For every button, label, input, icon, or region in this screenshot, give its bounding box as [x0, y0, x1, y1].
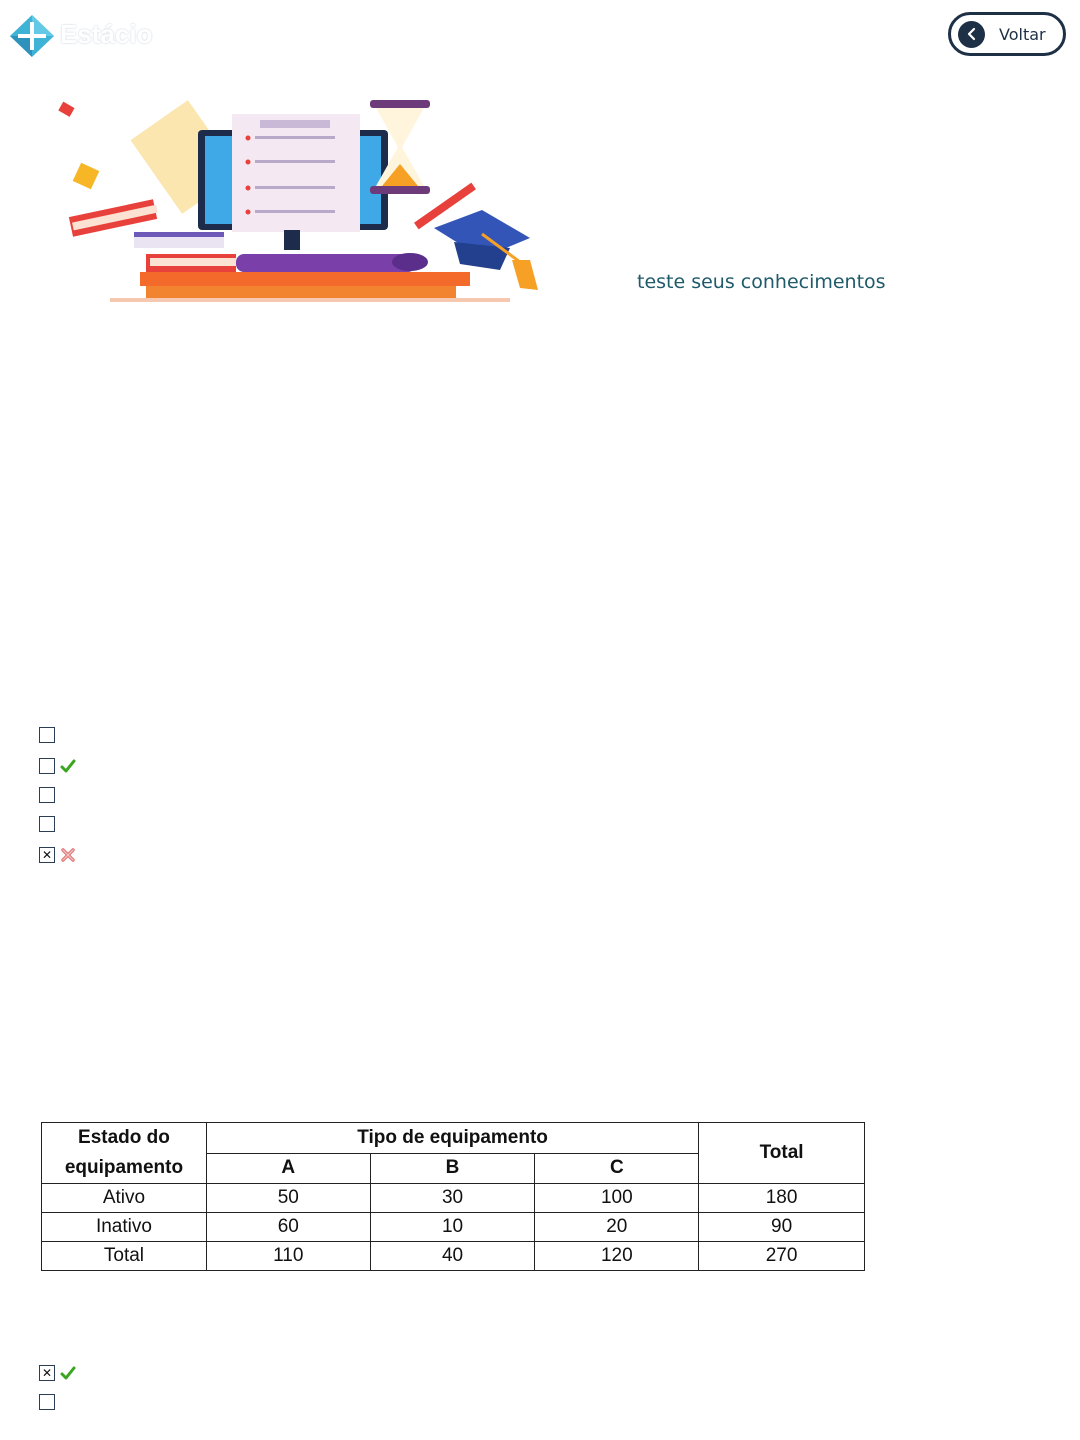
table-cell: 90	[699, 1213, 865, 1242]
chevron-left-icon	[958, 21, 985, 48]
table-cell: 30	[370, 1184, 535, 1213]
table-subheader-b: B	[370, 1153, 535, 1184]
table-cell: 20	[535, 1213, 699, 1242]
table-cell: 110	[206, 1242, 370, 1271]
equipment-table	[41, 1122, 865, 1271]
q1-option-1-checkbox[interactable]	[39, 727, 55, 743]
table-header-estado-line1: Estado do	[78, 1127, 170, 1148]
q1-option-2-checkbox[interactable]	[39, 758, 55, 774]
table-cell: 180	[699, 1184, 865, 1213]
table-header-estado-line2: equipamento	[64, 1157, 184, 1178]
table-cell: 10	[370, 1213, 535, 1242]
q1-option-5-checkbox[interactable]	[39, 847, 55, 863]
table-subheader-a: A	[206, 1153, 370, 1184]
wrong-x-icon	[60, 847, 76, 863]
table-cell: 100	[535, 1184, 699, 1213]
hero-illustration	[50, 92, 550, 307]
q2-option-1[interactable]	[39, 1363, 99, 1383]
table-cell: 40	[370, 1242, 535, 1271]
back-button-label: Voltar	[999, 24, 1046, 44]
q1-option-5[interactable]	[39, 845, 99, 865]
correct-check-icon	[60, 1365, 76, 1381]
table-header-estado	[42, 1123, 207, 1184]
table-cell: 60	[206, 1213, 370, 1242]
table-header-tipo: Tipo de equipamento	[206, 1123, 698, 1154]
table-cell: 270	[699, 1242, 865, 1271]
table-cell-label: Total	[42, 1242, 207, 1271]
table-row	[42, 1242, 865, 1271]
q2-option-2-checkbox[interactable]	[39, 1394, 55, 1410]
table-cell-label: Ativo	[42, 1184, 207, 1213]
table-cell: 50	[206, 1184, 370, 1213]
q1-option-3-checkbox[interactable]	[39, 787, 55, 803]
correct-check-icon	[60, 758, 76, 774]
q1-option-2[interactable]	[39, 756, 99, 776]
q1-option-3[interactable]	[39, 785, 99, 805]
table-row	[42, 1184, 865, 1213]
q1-option-1[interactable]	[39, 725, 99, 745]
logo-diamond-icon	[10, 13, 60, 59]
table-cell-label: Inativo	[42, 1213, 207, 1242]
table-header-total: Total	[699, 1123, 865, 1184]
table-cell: 120	[535, 1242, 699, 1271]
back-button[interactable]	[948, 12, 1066, 56]
hero-caption: teste seus conhecimentos	[637, 271, 886, 293]
q2-option-1-checkbox[interactable]	[39, 1365, 55, 1381]
q1-option-4-checkbox[interactable]	[39, 816, 55, 832]
q2-option-2[interactable]	[39, 1392, 99, 1412]
table-subheader-c: C	[535, 1153, 699, 1184]
logo-wordmark: Estácio	[60, 19, 153, 49]
table-row	[42, 1213, 865, 1242]
q1-option-4[interactable]	[39, 814, 99, 834]
